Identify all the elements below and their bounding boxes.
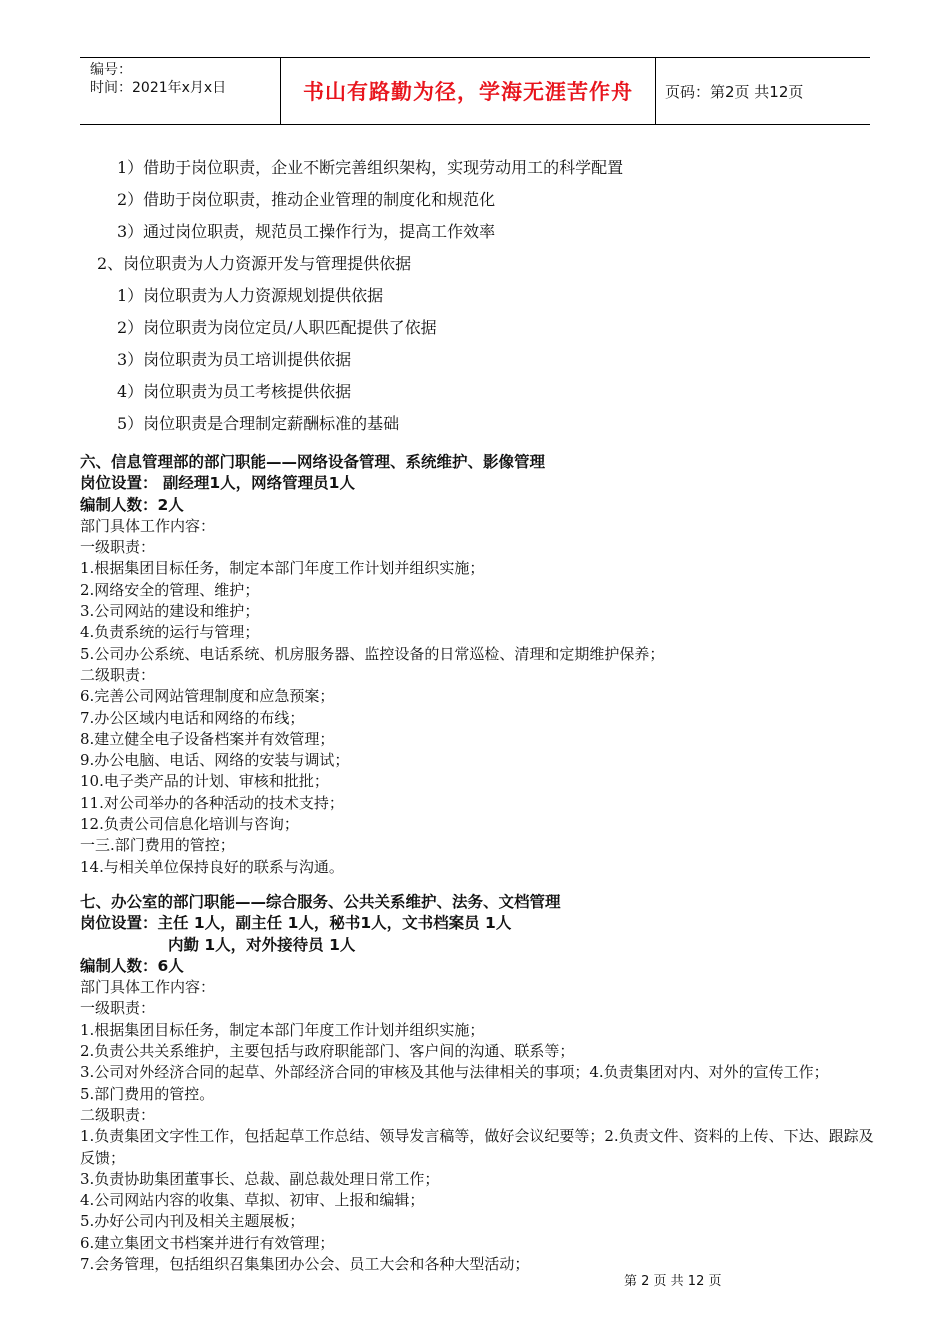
section-title: 七、办公室的部门职能——综合服务、公共关系维护、法务、文档管理	[80, 892, 561, 911]
list-item: 3）岗位职责为员工培训提供依据	[117, 350, 352, 369]
position-setup: 岗位设置：主任 1人，副主任 1人，秘书1人，文书档案员 1人	[80, 914, 512, 933]
duty-item: 9.办公电脑、电话、网络的安装与调试；	[80, 751, 350, 770]
duty-item: 10.电子类产品的计划、审核和批批；	[80, 772, 329, 791]
duty-item: 5.办好公司内刊及相关主题展板；	[80, 1212, 305, 1231]
document-number-label: 编号：	[90, 62, 132, 78]
duty-item: 3.公司网站的建设和维护；	[80, 602, 260, 621]
duty-item: 1.根据集团目标任务，制定本部门年度工作计划并组织实施；	[80, 1020, 485, 1039]
content-label: 部门具体工作内容：	[80, 978, 216, 997]
document-body	[80, 452, 875, 1275]
header-meta	[80, 58, 280, 124]
section-office	[80, 892, 875, 1275]
page-footer: 第 2 页 共 12 页	[624, 1274, 722, 1289]
duty-item: 1.负责集团文字性工作，包括起草工作总结、领导发言稿等，做好会议纪要等；2.负责文件、资料的上传、下达、跟踪及反馈；	[80, 1127, 874, 1167]
duty-item: 12.负责公司信息化培训与咨询；	[80, 815, 299, 834]
document-time-label: 时间：2021年x月x日	[90, 80, 227, 96]
position-setup: 岗位设置： 副经理1人，网络管理员1人	[80, 474, 355, 493]
duty-item: 2.网络安全的管理、维护；	[80, 580, 260, 599]
duty-item: 1.根据集团目标任务，制定本部门年度工作计划并组织实施；	[80, 559, 485, 578]
list-item: 2、岗位职责为人力资源开发与管理提供依据	[97, 254, 412, 273]
header-motto-cell	[280, 58, 656, 124]
header-page-info: 页码：第2页 共12页	[665, 82, 804, 101]
section-title: 六、信息管理部的部门职能——网络设备管理、系统维护、影像管理	[80, 453, 546, 471]
duty-item: 一三.部门费用的管控；	[80, 836, 235, 855]
duty-item: 8.建立健全电子设备档案并有效管理；	[80, 729, 335, 748]
level1-label: 一级职责：	[80, 538, 156, 557]
duty-item: 4.负责系统的运行与管理；	[80, 623, 260, 642]
level1-label: 一级职责：	[80, 999, 156, 1018]
duty-item: 5.公司办公系统、电话系统、机房服务器、监控设备的日常巡检、清理和定期维护保养；	[80, 644, 665, 663]
header-page-cell	[655, 58, 870, 124]
duty-item: 6.完善公司网站管理制度和应急预案；	[80, 687, 335, 706]
list-item: 3）通过岗位职责，规范员工操作行为，提高工作效率	[117, 222, 496, 241]
list-item: 5）岗位职责是合理制定薪酬标准的基础	[117, 414, 400, 433]
staffing-count: 编制人数：6人	[80, 956, 184, 975]
duty-item: 7.会务管理，包括组织召集集团办公会、员工大会和各种大型活动；	[80, 1254, 530, 1273]
list-item: 1）岗位职责为人力资源规划提供依据	[117, 286, 384, 305]
duty-item: 5.部门费用的管控。	[80, 1084, 215, 1103]
header-motto: 书山有路勤为径，学海无涯苦作舟	[303, 80, 633, 104]
page-header	[80, 57, 870, 125]
staffing-count: 编制人数：2人	[80, 495, 184, 514]
duty-item: 14.与相关单位保持良好的联系与沟通。	[80, 857, 344, 876]
duty-item: 3.负责协助集团董事长、总裁、副总裁处理日常工作；	[80, 1169, 440, 1188]
section-information-management	[80, 452, 875, 878]
list-item: 1）借助于岗位职责，企业不断完善组织架构，实现劳动用工的科学配置	[117, 158, 624, 177]
content-label: 部门具体工作内容：	[80, 516, 216, 535]
duty-item: 6.建立集团文书档案并进行有效管理；	[80, 1233, 335, 1252]
level2-label: 二级职责：	[80, 665, 156, 684]
duty-item: 11.对公司举办的各种活动的技术支持；	[80, 793, 344, 812]
duty-item: 2.负责公共关系维护，主要包括与政府职能部门、客户间的沟通、联系等；	[80, 1042, 575, 1061]
duty-item: 7.办公区域内电话和网络的布线；	[80, 708, 305, 727]
duty-item: 3.公司对外经济合同的起草、外部经济合同的审核及其他与法律相关的事项；4.负责集团对内、对外的宣传工作；	[80, 1063, 829, 1082]
list-item: 2）岗位职责为岗位定员/人职匹配提供了依据	[117, 318, 437, 337]
list-item: 4）岗位职责为员工考核提供依据	[117, 382, 352, 401]
duty-item: 4.公司网站内容的收集、草拟、初审、上报和编辑；	[80, 1191, 425, 1210]
section-gap	[80, 878, 875, 892]
list-item: 2）借助于岗位职责，推动企业管理的制度化和规范化	[117, 190, 496, 209]
level2-label: 二级职责：	[80, 1105, 156, 1124]
position-setup-continued: 内勤 1人，对外接待员 1人	[168, 935, 356, 954]
